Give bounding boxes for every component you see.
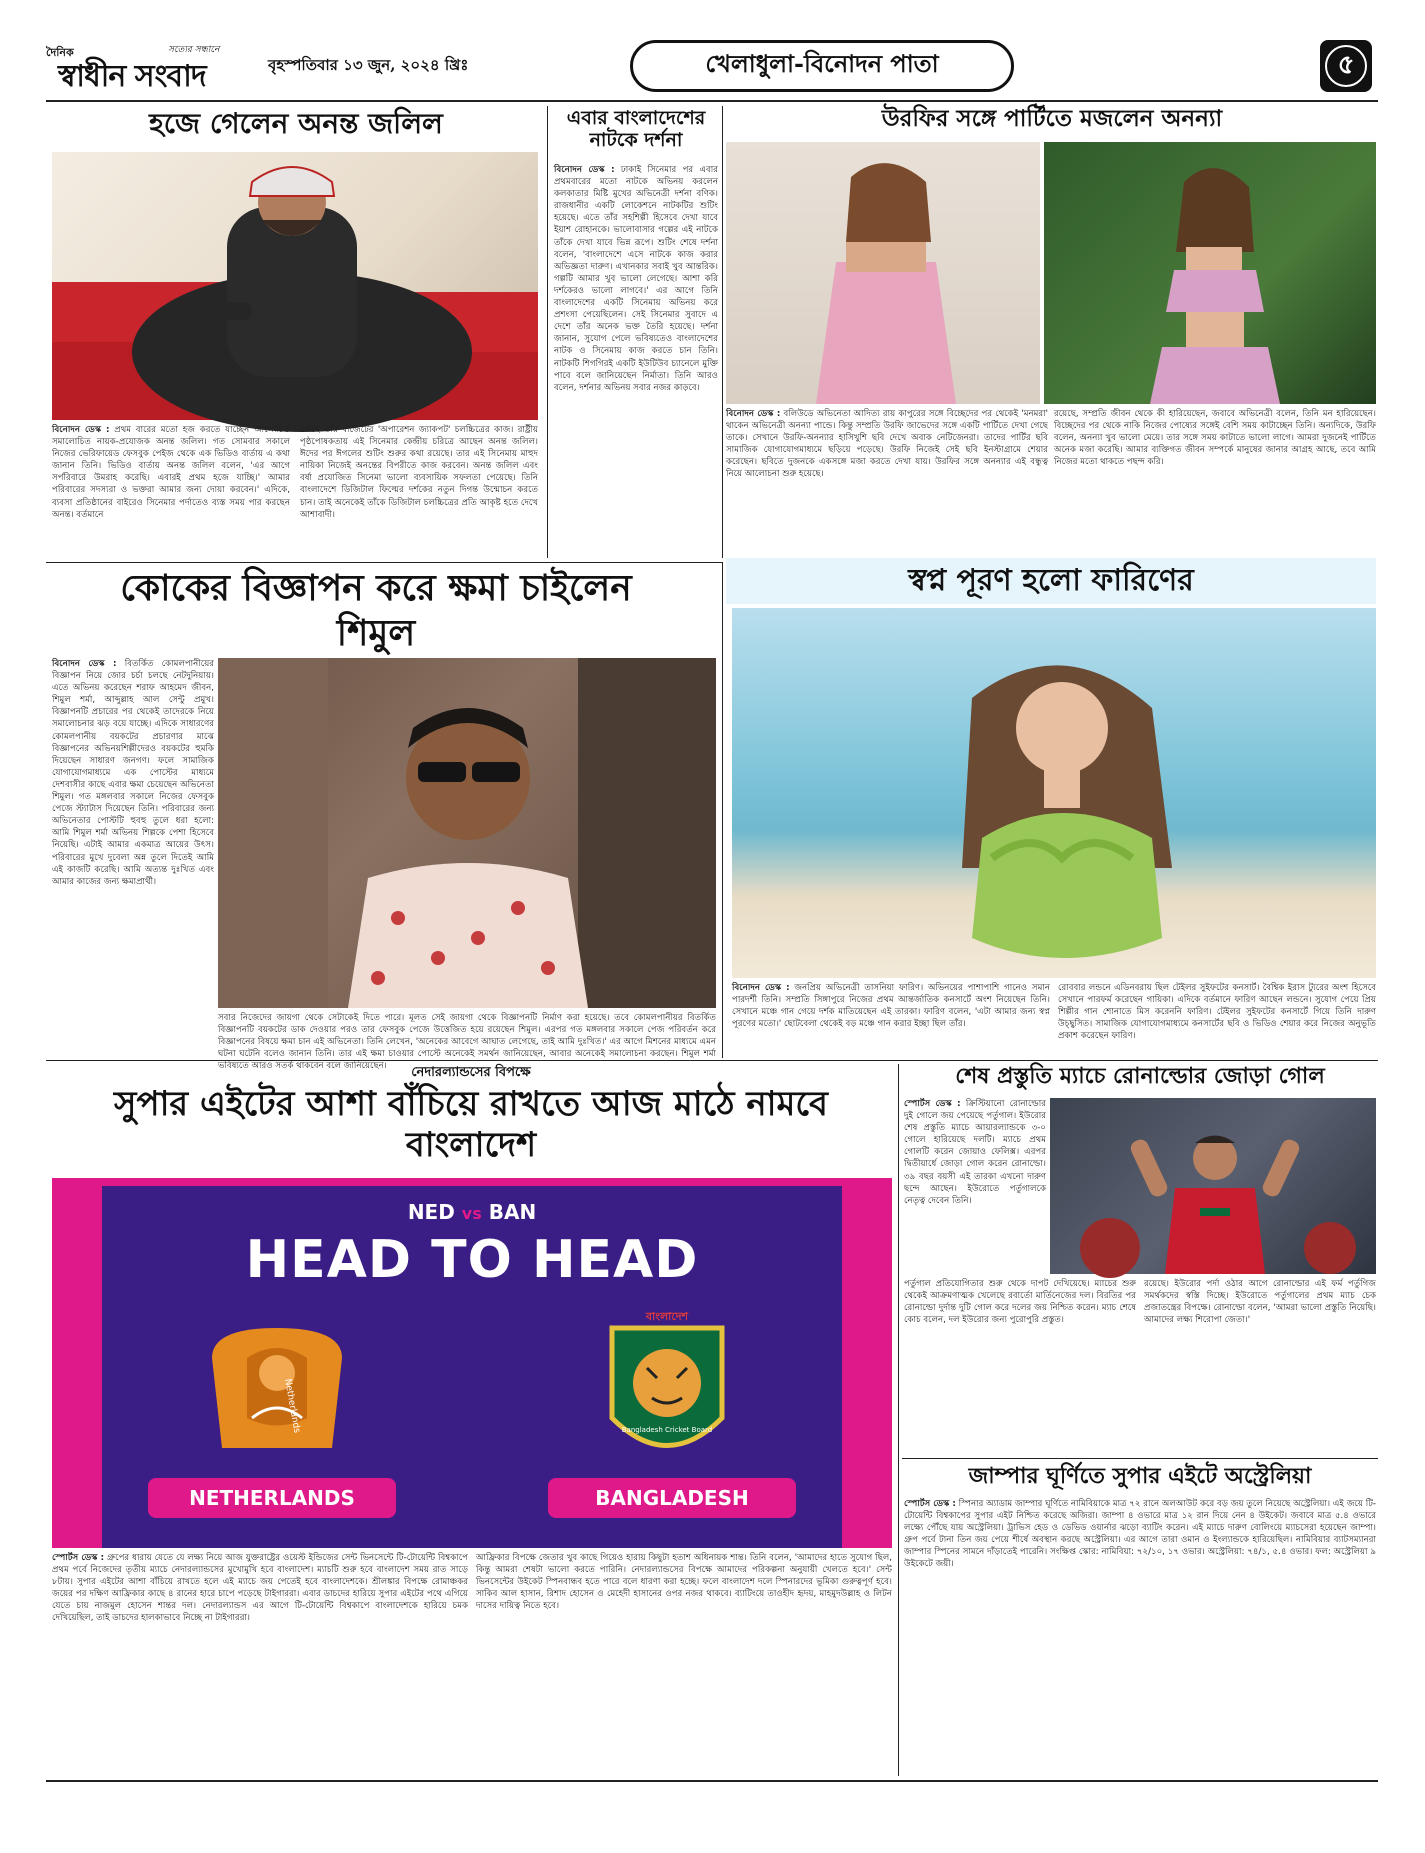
bangladesh-label bbox=[548, 1478, 796, 1518]
a8-desk: স্পোর্টস ডেস্ক : bbox=[904, 1499, 956, 1509]
a6-desk: স্পোর্টস ডেস্ক : bbox=[52, 1553, 105, 1563]
a3-photo-left bbox=[726, 142, 1040, 404]
h-rule-1 bbox=[46, 562, 722, 563]
a1-photo bbox=[52, 152, 538, 420]
bangladesh-tiger-icon bbox=[582, 1308, 752, 1478]
a3-headline: উরফির সঙ্গে পার্টিতে মজলেন অনন্যা bbox=[881, 105, 1223, 132]
h2h-title: HEAD TO HEAD bbox=[245, 1230, 699, 1290]
a5-photo-illustration bbox=[218, 658, 716, 1008]
netherlands-crest bbox=[192, 1318, 362, 1468]
h2h-graphic bbox=[52, 1178, 892, 1548]
masthead bbox=[46, 36, 1378, 100]
a7-side-text: ক্রিস্টিয়ানো রোনাল্ডোর দুই গোলে জয় পেয়েছে পর্তুগাল। ইউরোর শেষ প্রস্তুতি ম্যাচে আয়ারল্যান্ডকে ৩-০ গোলে হারিয়েছে দলটি। ম্যাচে প্রথম গোলটি করেন জোয়াও ফেলিক্স। এরপর দ্বিতীয়ার্ধে জোড়া গোল করেন রোনাল্ডো। ৩৯ বছর বয়সী এই তারকা এখনো দারুণ ছন্দে আছেন। ইউরোতে পর্তুগালকে নেতৃত্ব দেবেন তিনি। bbox=[904, 1099, 1047, 1206]
a1-desk: বিনোদন ডেস্ক : bbox=[52, 425, 110, 435]
h2h-vs: vs bbox=[461, 1204, 482, 1223]
a5-photo bbox=[218, 658, 716, 1008]
bangladesh-crest-bottom: Bangladesh Cricket Board bbox=[621, 1426, 713, 1434]
bangladesh-label-text: BANGLADESH bbox=[595, 1486, 749, 1510]
a5-side-text: বিতর্কিত কোমলপানীয়ের বিজ্ঞাপন নিয়ে জোর চর্চা চলছে নেটদুনিয়ায়। এতে অভিনয় করেছেন শরাফ আহমেদ জীবন, শিমুল শর্মা, আব্দুল্লাহ আল সেন্টু প্রমুখ। বিজ্ঞাপনটি প্রচারের পর থেকেই তাদেরকে নিয়ে সমালোচনার ঝড় বয়ে যাচ্ছে। এদিকে সাধারণের কোমলপানীয় বয়কটের প্রচারণার মাঝে বিজ্ঞাপনের অভিনয়শিল্পীদেরও বয়কটের হুমকি দিয়েছেন সাধারণ জনগণ। ফলে সামাজিক যোগাযোগমাধ্যমে এক পোস্টের মাধ্যমে দেশবাসীর কাছে এবার ক্ষমা চেয়েছেন অভিনেতা শিমুল। গত মঙ্গলবার সকালে নিজের ফেসবুক পেজে স্ট্যাটাস দিয়েছেন তিনি। পরিবারের জন্য অভিনেতার পোস্টটি হুবহু তুলে ধরা হলো: আমি শিমুল শর্মা অভিনয় শিল্পকে পেশা হিসেবে নিয়েছি। এটাই আমার একমাত্র আয়ের উৎস। পরিবারের মুখে দুবেলা অন্ন তুলে দিতেই আমি এই কাজটি করেছি। আমি অত্যন্ত দুঃখিত এবং আমার কাজের জন্য ক্ষমাপ্রার্থী। bbox=[52, 659, 215, 887]
a3-photo-right-illustration bbox=[1044, 142, 1376, 404]
masthead-tagline: সত্যের সন্ধানে bbox=[168, 45, 220, 55]
a6-body-col2: আফ্রিকার বিপক্ষে জেতার খুব কাছে গিয়েও হারায় কিছুটা হতাশ অধিনায়ক শান্ত। তিনি বলেন, 'আমাদের হাতে সুযোগ ছিল, কিন্তু আমরা শেষটা ভালো করতে পারিনি। নেদারল্যান্ডসের বিপক্ষে আমাদের পরিকল্পনা অনুযায়ী খেলতে হবে।' সেন্ট ভিনসেন্টের উইকেট স্পিনবান্ধব হতে পারে বলে ধারণা করা হচ্ছে। ফলে বাংলাদেশ দলে স্পিনারদের ভূমিকা গুরুত্বপূর্ণ হবে। সাকিব আল হাসান, রিশাদ হোসেন ও মেহেদী হাসানের ওপর নজর থাকবে। ব্যাটিংয়ে তাওহীদ হৃদয়, মাহমুদউল্লাহ ও লিটন দাসের দায়িত্ব নিতে হবে। bbox=[476, 1553, 892, 1612]
masthead-date: বৃহস্পতিবার ১৩ জুন, ২০২৪ খ্রিঃ bbox=[268, 56, 469, 74]
a2-body bbox=[554, 164, 718, 560]
a3-photo-left-illustration bbox=[726, 142, 1040, 404]
v-rule-2 bbox=[722, 106, 723, 558]
masthead-logo bbox=[46, 42, 266, 94]
a7-body-col2: রয়েছে। ইউরোর পর্দা ওঠার আগে রোনাল্ডোর এই ফর্ম পর্তুগিজ সমর্থকদের স্বস্তি দিচ্ছে। ইউরোতে পর্তুগালের প্রথম ম্যাচ চেক প্রজাতন্ত্রের বিপক্ষে। রোনাল্ডো বলেন, 'আমরা ভালো প্রস্তুতি নিয়েছি। আমাদের লক্ষ্য শিরোপা জেতা।' bbox=[1144, 1279, 1376, 1326]
a7-body-side bbox=[904, 1098, 1046, 1274]
a1-col1-text: প্রথম বারের মতো হজ করতে যাচ্ছেন আলোচিত সমালোচিত নায়ক-প্রযোজক অনন্ত জলিল। গত সোমবার সকালে নিজের ভেরিফায়েড ফেসবুক পেইজ থেকে এক ভিডিও বার্তায় এ কথা জানান তিনি। ভিডিও বার্তায় অনন্ত জলিল বলেন, 'এর আগে সর্পরিবারে উমরাহ করেছি। এবারই প্রথম হজে যাচ্ছি।' আমার পরিবারের সদস্যরা ও ভক্তরা আমার জন্য দোয়া করবেন।' এদিকে, ব্যবসা প্রতিষ্ঠানের বাইরেও সিনেমার পর্দাতেও ব্যস্ত সময় পার করছেন অনন্ত। বর্তমানে bbox=[52, 425, 290, 520]
h-rule-2 bbox=[46, 1060, 1378, 1061]
a3-desk: বিনোদন ডেস্ক : bbox=[726, 409, 781, 419]
netherlands-crest-text: Netherlands bbox=[282, 1378, 302, 1434]
a6-kicker: নেদারল্যান্ডসের বিপক্ষে bbox=[411, 1065, 531, 1080]
a7-photo-illustration bbox=[1050, 1098, 1376, 1274]
a1-body-col2: চলছে তাঁর বাজেটের 'অপারেশন জ্যাকপট' চলচ্চিত্রের কাজ। রাষ্ট্রীয় পৃষ্ঠপোষকতায় এই সিনেমার কেন্দ্রীয় চরিত্রে আছেন অনন্ত জলিল। ঈদের পর ঈগলের শুটিং শুরুর কথা রয়েছে। তার এই সিনেমায় মাহুদ নায়িকা নিজেই অনন্তের বিপরীতে কাজ করবেন। অনন্ত জলিল এবং বর্ষা প্রযোজিত সিনেমা ভালো ব্যবসায়িক সফলতা পেয়েছে। তিনি বাংলাদেশে ডিজিটাল ফিল্মের দর্শকের নতুন দিগন্ত উন্মোচন করতে চান। তাই অনেকেই তাঁকে ডিজিটাল চলচ্চিত্রের প্রতি আকৃষ্ট হতে দেখে আশাবাদী। bbox=[300, 425, 538, 520]
v-rule-4 bbox=[898, 1064, 899, 1776]
footer-rule bbox=[46, 1780, 1378, 1782]
a5-headline: কোকের বিজ্ঞাপন করে ক্ষমা চাইলেন শিমুল bbox=[120, 567, 632, 654]
page-number: ৫ bbox=[1337, 50, 1355, 80]
netherlands-label-text: NETHERLANDS bbox=[189, 1486, 355, 1510]
masthead-name: স্বাধীন সংবাদ bbox=[58, 59, 206, 94]
a7-desk: স্পোর্টস ডেস্ক : bbox=[904, 1099, 961, 1109]
a3-body-col2: রয়েছে, সম্প্রতি জীবন থেকে কী হারিয়েছেন, জবাবে অভিনেত্রী বলেন, তিনি মন হারিয়েছেন। বিচ্ছেদের পর থেকে নাকি নিজের পোষ্যের সঙ্গেই বেশি সময় কাটাচ্ছেন তিনি। অন্যদিকে, উরফি বলেন, অনন্যা খুব ভালো মেয়ে। তার সঙ্গে সময় কাটাতে ভালো লাগে। আমরা দুজনেই পার্টিতে অনেক মজা করেছি। আমার ব্যক্তিগত জীবন সম্পর্কে মানুষের জানার আগ্রহ আছে, তবে আমি নিজের মতো থাকতে পছন্দ করি। bbox=[1054, 409, 1376, 468]
a8-body bbox=[904, 1498, 1376, 1774]
a8-body-text: স্পিনার অ্যাডাম জাম্পার ঘূর্ণিতে নামিবিয়াকে মাত্র ৭২ রানে অলআউট করে বড় জয় তুলে নিয়েছে অস্ট্রেলিয়া। এই জয়ে টি-টোয়েন্টি বিশ্বকাপের সুপার এইট নিশ্চিত করেছে অজিরা। জাম্পা ৪ ওভারে মাত্র ১২ রান দিয়ে নেন ৪ উইকেট। জবাবে মাত্র ৫.৪ ওভারে লক্ষ্যে পৌঁছে যায় অস্ট্রেলিয়া। ট্রাভিস হেড ও ডেভিড ওয়ার্নার ঝড়ো ব্যাটিং করেন। এই ম্যাচে দারুণ বোলিংয়ে ম্যাচসেরা হয়েছেন জাম্পা। গ্রুপ পর্বে টানা তিন জয় পেয়ে শীর্ষে অবস্থান করছে অস্ট্রেলিয়া। এর আগে তারা ওমান ও ইংল্যান্ডকে হারিয়েছিল। নামিবিয়ার ব্যাটসম্যানরা জাম্পার স্পিনের সামনে দাঁড়াতেই পারেনি। সংক্ষিপ্ত স্কোর: নামিবিয়া: ৭২/১০, ১৭ ওভার। অস্ট্রেলিয়া: ৭৪/১, ৫.৪ ওভার। ফল: অস্ট্রেলিয়া ৯ উইকেটে জয়ী। bbox=[904, 1499, 1376, 1570]
netherlands-lion-icon bbox=[192, 1318, 362, 1468]
section-banner bbox=[630, 40, 1014, 92]
a4-photo bbox=[732, 608, 1376, 978]
a1-photo-illustration bbox=[52, 152, 538, 420]
a6-headline: সুপার এইটের আশা বাঁচিয়ে রাখতে আজ মাঠে নামবে বাংলাদেশ bbox=[114, 1084, 828, 1166]
masthead-rule bbox=[46, 100, 1378, 102]
a1-body-col1 bbox=[52, 424, 290, 560]
a4-body-col1 bbox=[732, 982, 1050, 1058]
a7-photo bbox=[1050, 1098, 1376, 1274]
masthead-daily: দৈনিক bbox=[46, 46, 74, 59]
a5-body-side bbox=[52, 658, 214, 1054]
h-rule-3 bbox=[902, 1458, 1378, 1459]
netherlands-label bbox=[148, 1478, 396, 1518]
a1-headline: হজে গেলেন অনন্ত জলিল bbox=[149, 107, 443, 140]
bangladesh-crest bbox=[582, 1308, 752, 1478]
page-number-badge bbox=[1320, 40, 1372, 92]
a4-body-col2: রোববার লন্ডনে এডিনবরায় ছিল টেইলর সুইফটের কনসার্ট। বৈশ্বিক ইরাস ট্যুরের অংশ হিসেবে সেখানে পারফর্ম করেছেন গায়িকা। এদিকে বর্তমানে ফারিণ আছেন লন্ডনে। সুযোগ পেয়ে প্রিয় শিল্পীর গান শোনাতে মিস করেননি ফারিণ। টেইলর সুইফটের কনসার্টে গিয়ে তিনি দারুণ উচ্ছ্বসিত। সামাজিক যোগাযোগমাধ্যমে কনসার্টের ছবি ও ভিডিও শেয়ার করে নিজের অনুভূতি প্রকাশ করেছেন ফারিণ। bbox=[1058, 983, 1376, 1042]
a4-col1-text: জনপ্রিয় অভিনেত্রী তাসনিয়া ফারিণ। অভিনয়ের পাশাপাশি গানেও সমান পারদর্শী তিনি। সম্প্রতি সিঙ্গাপুরে নিজের প্রথম আন্তর্জাতিক কনসার্টে অংশ নিয়েছেন তিনি। সেখানে মঞ্চে গান গেয়ে দর্শক মাতিয়েছেন এই তারকা। ফারিণ বলেন, 'এটা আমার জন্য স্বপ্ন পূরণের মতো।' ছোটবেলা থেকেই বড় মঞ্চে গান করার ইচ্ছা ছিল তাঁর। bbox=[732, 983, 1050, 1030]
h2h-team2-code: BAN bbox=[488, 1200, 537, 1224]
a8-headline: জাম্পার ঘূর্ণিতে সুপার এইটে অস্ট্রেলিয়া bbox=[968, 1463, 1312, 1489]
section-title: খেলাধুলা-বিনোদন পাতা bbox=[705, 49, 939, 78]
a2-desk: বিনোদন ডেস্ক : bbox=[554, 165, 615, 175]
h2h-team1-code: NED bbox=[407, 1200, 455, 1224]
a4-photo-illustration bbox=[732, 608, 1376, 978]
a5-body-bottom: সবার নিজেদের জায়গা থেকে সেটাকেই দিতে পারে। মূলত সেই জায়গা থেকে বিজ্ঞাপনটি নির্মাণ করা হয়েছে। তবে কোমলপানীয়র বিতর্কিত বিজ্ঞাপনটি বয়কটের ডাক দেওয়ার পরও তার ফেসবুক পেজে উত্তেজিত হয়ে রয়েছেন শিমুল। এরপর গত মঙ্গলবার সকালে পেজ পরিবর্তন করে বিজ্ঞাপনের বিষয়ে ক্ষমা চান এই অভিনেতা। তিনি লেখেন, 'অনেকের আবেগে আঘাত লেগেছে, তাই আমি দুঃখিত।' এর আগে মিশনের মাধ্যমে এমন ঘটনা ঘটেনি বলেও জানান তিনি। তার এই ক্ষমা চাওয়ার পোস্টে অনেকেই সমর্থন জানিয়েছেন, আবার অনেকেই সমালোচনা করছেন। শিমুল শর্মা ভবিষ্যতে আরও সতর্ক থাকবেন বলে জানিয়েছেন। bbox=[218, 1013, 716, 1072]
h2h-matchup bbox=[52, 1200, 892, 1224]
v-rule-1 bbox=[547, 106, 548, 558]
a2-body-text: ঢাকাই সিনেমার পর এবার প্রথমবারের মতো নাটকে অভিনয় করলেন কলকাতার মিষ্টি মুখের অভিনেত্রী দর্শনা বণিক। রাজধানীর একটি লোকেশনে নাটকটির শুটিং হয়েছে। এতে তাঁর সহশিল্পী হিসেবে দেখা যাবে ইয়াশ রোহানকে। ভালোবাসার গল্পের এই নাটকে তাঁকে দেখা যাবে ভিন্ন রূপে। শুটিং শেষে দর্শনা বলেন, 'বাংলাদেশে এসে নাটকে কাজ করার অভিজ্ঞতা দারুণ। এখানকার সবাই খুব আন্তরিক। গল্পটি আমার খুব ভালো লেগেছে। আশা করি দর্শকেরও ভালো লাগবে।' এর আগে তিনি বাংলাদেশের একটি সিনেমায় অভিনয় করে প্রশংসা পেয়েছিলেন। সেই সিনেমার সুবাদে এ দেশে তাঁর অনেক ভক্ত তৈরি হয়েছে। দর্শনা জানান, সুযোগ পেলে ভবিষ্যতেও বাংলাদেশের নাটক ও সিনেমায় কাজ করতে চান তিনি। নাটকটি শিগগিরই একটি ইউটিউব চ্যানেলে মুক্তি পাবে বলে জানিয়েছেন নির্মাতা। তিনি আরও বলেন, দর্শনার অভিনয় সবার নজর কাড়বে। bbox=[554, 165, 718, 393]
bangladesh-crest-top: বাংলাদেশ bbox=[645, 1310, 689, 1323]
h2h-top-stripe bbox=[52, 1178, 892, 1186]
a4-desk: বিনোদন ডেস্ক : bbox=[732, 983, 790, 993]
a3-photo-right bbox=[1044, 142, 1376, 404]
a2-headline: এবার বাংলাদেশের নাটকে দর্শনা bbox=[566, 107, 706, 151]
a7-headline: শেষ প্রস্তুতি ম্যাচে রোনাল্ডোর জোড়া গোল bbox=[955, 1063, 1325, 1089]
a5-desk: বিনোদন ডেস্ক : bbox=[52, 659, 117, 669]
a7-body-col1: পর্তুগাল প্রতিযোগিতার শুরু থেকে দাপট দেখিয়েছে। ম্যাচের শুরু থেকেই আক্রমণাত্মক খেলেছে রবার্তো মার্তিনেজের দল। বিরতির পর রোনাল্ডো দুর্দান্ত দুটি গোল করে দলের জয় নিশ্চিত করেন। ম্যাচ শেষে কোচ বলেন, দল ইউরোর জন্য পুরোপুরি প্রস্তুত। bbox=[904, 1279, 1136, 1326]
a6-body-col1 bbox=[52, 1552, 468, 1772]
v-rule-3 bbox=[722, 562, 723, 1058]
a3-body-col1 bbox=[726, 408, 1048, 558]
a4-headline: স্বপ্ন পূরণ হলো ফারিণের bbox=[908, 563, 1194, 598]
a3-col1-text: বলিউডে অভিনেতা আদিত্য রায় কাপুরের সঙ্গে বিচ্ছেদের পর থেকেই 'মনমরা' থাকেন অভিনেত্রী অনন্যা পান্ডে। কিন্তু সম্প্রতি উরফি জাভেদের সঙ্গে একটি পার্টিতে দেখা গেছে তাকে। সেখানে উরফি-অনন্যার হাসিখুশি ছবি দেখে অবাক নেটিজেনরা। তাদের পার্টির ছবি সামাজিক যোগাযোগমাধ্যমে ছড়িয়ে পড়েছে। উরফি নিজেই সেই ছবি ইনস্টাগ্রামে শেয়ার করেছেন। ছবিতে দুজনকে একসঙ্গে মজা করতে দেখা যায়। উরফির সঙ্গে অনন্যার এই বন্ধুত্ব নিয়ে আলোচনা শুরু হয়েছে। bbox=[726, 409, 1049, 480]
a6-col1-text: গ্রুপের ধারায় যেতে যে লক্ষ্য নিয়ে আজ যুক্তরাষ্ট্রের ওয়েস্ট ইন্ডিজের সেন্ট ভিনসেন্টে টি-টোয়েন্টি বিশ্বকাপে প্রথম পর্বে নিজেদের তৃতীয় ম্যাচে নেদারল্যান্ডসের মুখোমুখি হবে বাংলাদেশ। ম্যাচটি শুরু হবে বাংলাদেশ সময় রাত সাড়ে ৮টায়। সুপার এইটের আশা বাঁচিয়ে রাখতে হলে এই ম্যাচে জয় পেতেই হবে বাংলাদেশকে। শ্রীলঙ্কার বিপক্ষে রোমাঞ্চকর জয়ের পর দক্ষিণ আফ্রিকার কাছে ৪ রানের হারে চাপে পড়েছে টাইগাররা। এবার ডাচদের হারিয়ে সুপার এইটের পথে এগিয়ে যেতে চায় নাজমুল হোসেন শান্তর দল। নেদারল্যান্ডস এর আগে টি-টোয়েন্টি বিশ্বকাপে বাংলাদেশকে হারিয়ে চমক দেখিয়েছিল, তাই ডাচদের হালকাভাবে নিচ্ছে না টাইগাররা। bbox=[52, 1553, 468, 1624]
